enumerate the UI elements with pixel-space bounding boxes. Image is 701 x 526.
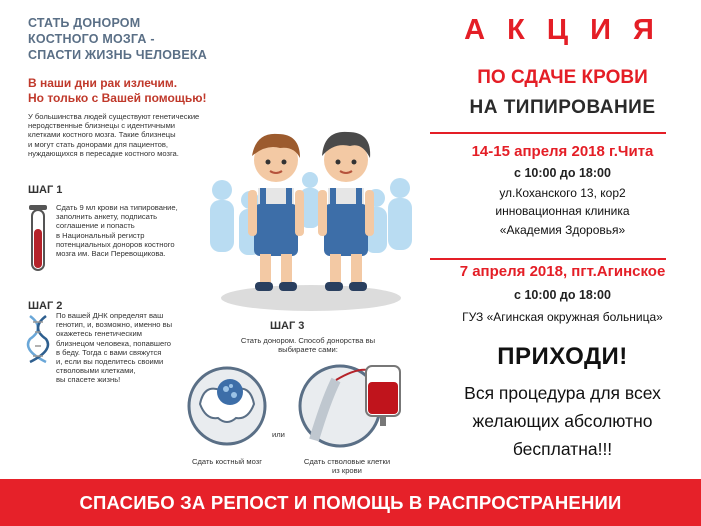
free-note-line3: бесплатна!!! [512, 439, 613, 459]
free-note-line2: желающих абсолютно [472, 411, 653, 431]
infographic-intro: У большинства людей существуют генетические неродственные близнецы с идентичными клетками костного мозга. Такие близнецы и могут стать донорами для пациентов, нуждающихся в пересадке костного мозга. [28, 112, 200, 158]
step3-text: Стать донором. Способ донорства вы выбираете сами: [240, 336, 376, 355]
event1-time: с 10:00 до 18:00 [514, 166, 611, 180]
step2-label: ШАГ 2 [28, 300, 63, 312]
event1-date: 14-15 апреля 2018 г.Чита [471, 143, 654, 160]
event1-address-clinic-type: инновационная клиника [495, 204, 630, 218]
step2-text: По вашей ДНК определят ваш генотип, и, возможно, именно вы окажетесь генетическим близнецом человека, попавшего в беду. Тогда с вами свяжутся и, если вы поделитесь своими стволовыми клетками, вы спасете жизнь! [56, 311, 173, 385]
promo-line-blood: ПО СДАЧЕ КРОВИ [477, 67, 648, 88]
test-tube-icon [27, 205, 49, 277]
event1-address-street: ул.Коханского 13, кор2 [499, 186, 626, 200]
free-note-line1: Вся процедура для всех [464, 383, 661, 403]
pelvis-bone-icon [186, 364, 268, 448]
blood-bag-icon [296, 360, 406, 452]
infographic-title: СТАТЬ ДОНОРОМ КОСТНОГО МОЗГА - СПАСТИ ЖИЗНЬ ЧЕЛОВЕКА [28, 16, 207, 62]
event1-address-clinic-name: «Академия Здоровья» [499, 223, 626, 237]
infographic-subtitle: В наши дни рак излечим. Но только с Вашей помощью! [28, 76, 207, 105]
dna-icon [26, 314, 50, 364]
step1-text: Сдать 9 мл крови на типирование, заполнить анкету, подписать соглашение и попасть в Национальный регистр потенциальных доноров костного мозга им. Васи Перевощикова. [56, 203, 178, 259]
event2-address: ГУЗ «Агинская окружная больница» [462, 310, 663, 324]
option-bone-marrow: Сдать костный мозг [191, 457, 263, 466]
promo-line-typing: НА ТИПИРОВАНИЕ [469, 97, 656, 118]
or-label: или [272, 430, 285, 439]
event2-date: 7 апреля 2018, пгт.Агинское [459, 263, 666, 280]
event2-time: с 10:00 до 18:00 [514, 288, 611, 302]
option-stem-cells: Сдать стволовые клетки из крови [303, 457, 391, 475]
footer-text: СПАСИБО ЗА РЕПОСТ И ПОМОЩЬ В РАСПРОСТРАНЕНИИ [79, 491, 622, 513]
step3-label: ШАГ 3 [270, 320, 305, 332]
call-to-action: ПРИХОДИ! [497, 343, 628, 370]
children-illustration [200, 118, 422, 318]
divider-middle [430, 258, 666, 260]
step1-label: ШАГ 1 [28, 184, 63, 196]
divider-top [430, 132, 666, 134]
promo-title: А К Ц И Я [464, 14, 661, 46]
footer-banner [0, 479, 701, 526]
